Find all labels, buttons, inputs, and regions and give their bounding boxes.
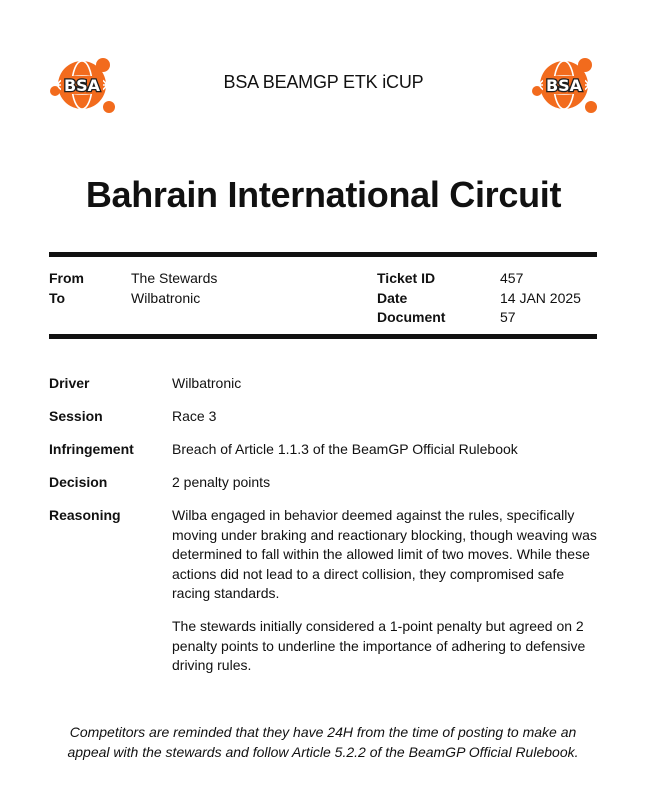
event-title: Bahrain International Circuit — [85, 174, 562, 215]
reasoning-paragraph: Wilba engaged in behavior deemed against the rules, specifically moving under braking and reactionary blocking, though weaving was determined to fall within the allowed limit of two moves. While these actions did not lead to a direct collision, they compromised safe racing standards. — [172, 507, 597, 601]
meta-right-labels — [377, 269, 445, 328]
date-label: Date — [377, 289, 408, 306]
to-label: To — [49, 289, 66, 306]
bsa-logo-icon — [49, 54, 115, 116]
document-label: Document — [377, 309, 446, 325]
session-label: Session — [49, 408, 103, 424]
session-row — [49, 407, 597, 427]
meta-left-values — [131, 269, 217, 308]
to-value: Wilbatronic — [131, 289, 201, 306]
decision-value: 2 penalty points — [172, 474, 271, 490]
meta-left-labels — [49, 269, 84, 308]
divider-bottom — [49, 334, 597, 339]
bsa-logo-right — [531, 54, 597, 116]
document-value: 57 — [500, 309, 516, 325]
driver-row — [49, 374, 597, 394]
organization-title: BSA BEAMGP ETK iCUP — [223, 72, 424, 92]
date-value: 14 JAN 2025 — [500, 289, 581, 306]
decision-label: Decision — [49, 474, 108, 490]
reasoning-value — [172, 506, 597, 689]
session-value: Race 3 — [172, 408, 217, 424]
decision-details — [49, 374, 597, 703]
divider-top — [49, 252, 597, 257]
bsa-logo-icon — [531, 54, 597, 116]
infringement-label: Infringement — [49, 441, 134, 457]
driver-value: Wilbatronic — [172, 375, 242, 391]
reasoning-paragraph: The stewards initially considered a 1-point penalty but agreed on 2 penalty points to underline the importance of adhering to defensive driving rules. — [172, 618, 586, 673]
ticket-id-label: Ticket ID — [377, 270, 436, 286]
driver-label: Driver — [49, 375, 90, 391]
ticket-id-value: 457 — [500, 270, 524, 286]
appeal-notice: Competitors are reminded that they have 24H from the time of posting to make an appeal with the stewards and follow Article 5.2.2 of the BeamGP Official Rulebook. — [67, 724, 579, 760]
from-label: From — [49, 270, 84, 286]
logo-text: BSA — [63, 76, 101, 95]
logo-text: BSA — [545, 76, 583, 95]
from-value: The Stewards — [131, 270, 218, 286]
reasoning-label: Reasoning — [49, 507, 121, 523]
bsa-logo-left — [49, 54, 115, 116]
infringement-value: Breach of Article 1.1.3 of the BeamGP Official Rulebook — [172, 441, 518, 457]
reasoning-row — [49, 506, 597, 689]
meta-right-values — [500, 269, 581, 328]
decision-row — [49, 473, 597, 493]
infringement-row — [49, 440, 597, 460]
